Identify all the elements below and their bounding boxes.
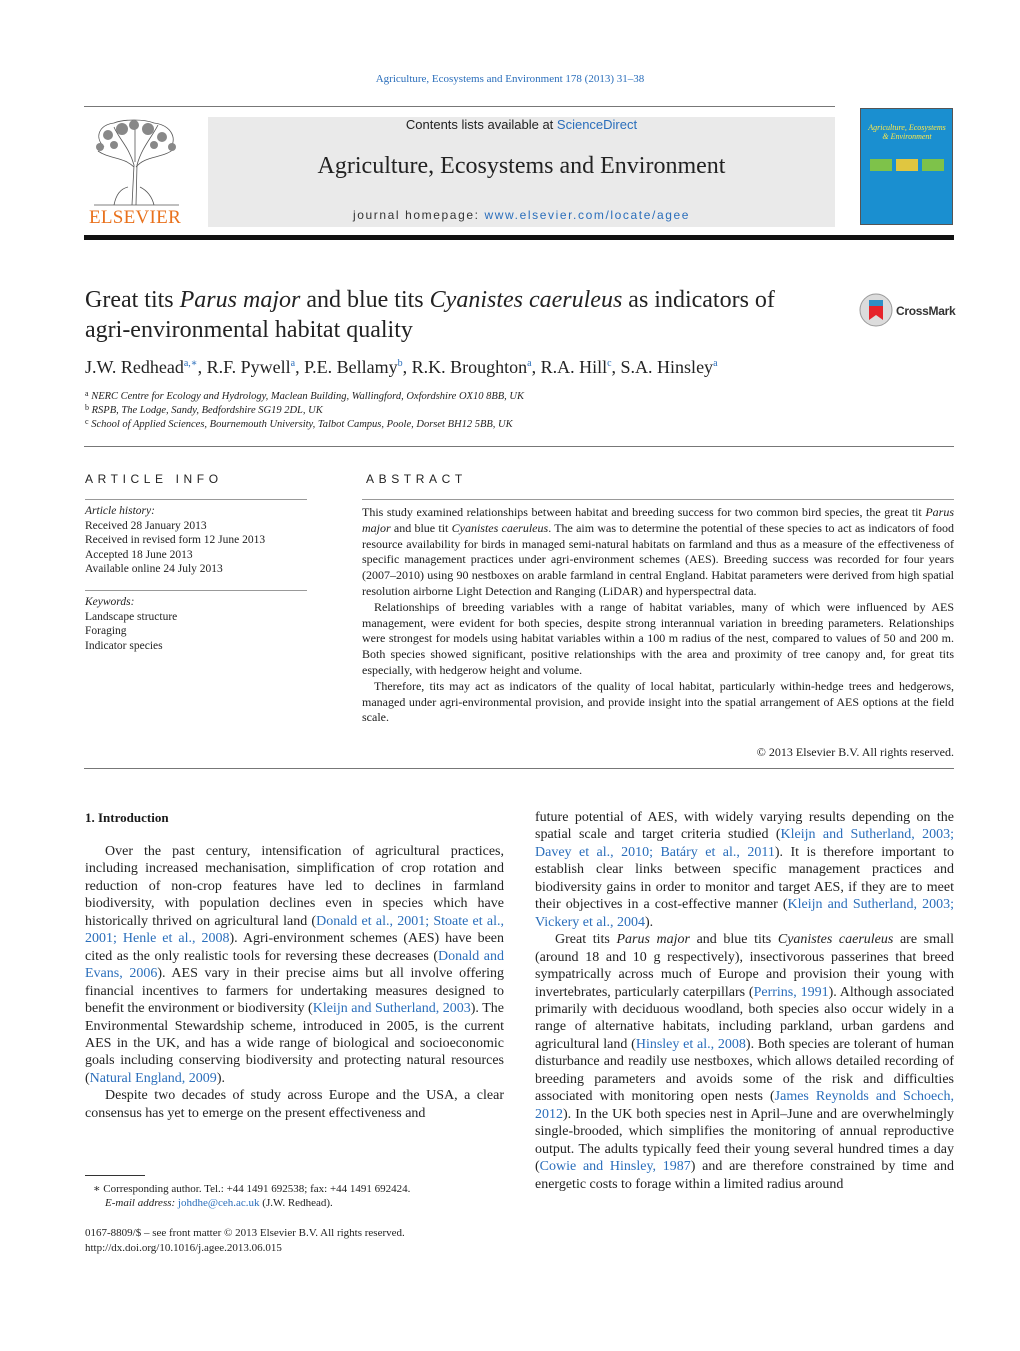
citation-link[interactable]: Perrins, 1991 bbox=[753, 984, 829, 1000]
history-label: Article history: bbox=[85, 505, 155, 517]
citation-link[interactable]: James Reynolds and Schoech, 2012 bbox=[535, 1089, 954, 1122]
citation-link[interactable]: Kleijn and Sutherland, 2003; Davey et al., 2010; Batáry et al., 2011 bbox=[535, 827, 954, 860]
abstract-rule bbox=[362, 499, 954, 500]
affiliation: $^b$ RSPB, The Lodge, Sandy, Bedfordshire SG19 2DL, UK bbox=[85, 403, 323, 416]
body-paragraph: Over the past century, intensification of agricultural practices, including increased mechanisation, simplification of crop rotation and reduction of non-crop features have led to declines in farmland biodiversity, with population declines even in species which have historically thrived on agricultural land (Donald et al., 2001; Stoate et al., 2001; Henle et al., 2008). Agri-environment schemes (AES) have been cited as the only realistic tools for reversing these decreases (Donald and Evans, 2006). AES vary in their precise aims but all involve offering financial incentives to farmers for undertaking measures designed to benefit the environment or biodiversity (Kleijn and Sutherland, 2003). The Environmental Stewardship scheme, introduced in 2005, is the current AES in the UK, and has a wide range of biological and socioeconomic goals including conserving biodiversity and protecting natural resources (Natural England, 2009). bbox=[85, 844, 504, 1086]
article-info-heading: ARTICLE INFO bbox=[85, 472, 223, 486]
citation-link[interactable]: Kleijn and Sutherland, 2003 bbox=[312, 1001, 471, 1017]
keywords-label: Keywords: bbox=[85, 596, 135, 608]
keyword: Foraging bbox=[85, 625, 127, 638]
keywords-rule bbox=[85, 590, 307, 591]
contents-line bbox=[208, 117, 835, 132]
cover-thumbnails-icon bbox=[868, 158, 946, 170]
author-affiliation-mark[interactable]: a bbox=[527, 358, 532, 369]
crossmark-label: CrossMark bbox=[896, 304, 956, 318]
footnote-rule bbox=[85, 1175, 145, 1176]
author-affiliation-mark[interactable]: b bbox=[397, 358, 403, 369]
abstract-body bbox=[362, 505, 954, 726]
author-name[interactable]: S.A. Hinsley bbox=[620, 357, 714, 377]
author-name[interactable]: J.W. Redhead bbox=[85, 357, 184, 377]
author-affiliation-mark[interactable]: c bbox=[607, 358, 612, 369]
abstract-copyright: © 2013 Elsevier B.V. All rights reserved. bbox=[756, 745, 954, 759]
history-item: Available online 24 July 2013 bbox=[85, 563, 223, 576]
email-note: E-mail address: johdhe@ceh.ac.uk (J.W. Redhead). bbox=[105, 1197, 333, 1209]
doi-link[interactable]: http://dx.doi.org/10.1016/j.agee.2013.06.015 bbox=[85, 1242, 282, 1254]
abstract-paragraph: Relationships of breeding variables with a range of habitat variables, many of which were influenced by AES management, were evident for both species, despite strong interannual variation in breeding parameters. Relationships were strongest for models using habitat variables within a 100 m radius of the nest, compared to values of 50 and 200 m. Both species showed significant, positive relationships with the area and proximity of tree canopy and, for great tits especially, with hedgerow height and volume. bbox=[362, 599, 954, 677]
body-column-left bbox=[85, 843, 504, 1122]
citation-link[interactable]: Donald and Evans, 2006 bbox=[85, 948, 504, 982]
abstract-end-rule bbox=[84, 768, 954, 769]
author-affiliation-mark[interactable]: a bbox=[290, 358, 296, 369]
keyword: Landscape structure bbox=[85, 610, 178, 623]
abstract-paragraph: Therefore, tits may act as indicators of the quality of local habitat, particularly within-hedge trees and hedgerows, managed under agri-environmental provision, and provide insight into the spatial arrangement of AES options at the field scale. bbox=[362, 678, 954, 725]
homepage-prefix: journal homepage: bbox=[352, 208, 485, 222]
body-paragraph: Despite two decades of study across Europe and the USA, a clear consensus has yet to emerge on the present effectiveness and bbox=[85, 1088, 504, 1121]
section-heading-introduction: 1. Introduction bbox=[85, 810, 169, 825]
header-rule bbox=[84, 106, 835, 107]
email-label: E-mail address: bbox=[105, 1197, 178, 1209]
article-info-rule bbox=[85, 499, 307, 500]
author-name[interactable]: P.E. Bellamy bbox=[304, 357, 398, 377]
author-affiliation-mark[interactable]: a,∗ bbox=[183, 358, 198, 369]
citation-link[interactable]: Cowie and Hinsley, 1987 bbox=[539, 1159, 691, 1175]
sciencedirect-link[interactable]: ScienceDirect bbox=[556, 117, 638, 132]
article-history bbox=[85, 504, 307, 577]
homepage-link[interactable]: www.elsevier.com/locate/agee bbox=[484, 208, 691, 222]
contents-prefix: Contents lists available at bbox=[405, 117, 557, 132]
corresponding-author-note: ∗ Corresponding author. Tel.: +44 1491 692538; fax: +44 1491 692424. bbox=[93, 1183, 411, 1195]
body-column-right bbox=[535, 809, 954, 1193]
cover-title: Agriculture, Ecosystems & Environment bbox=[868, 123, 946, 141]
article-title: Great tits Parus major and blue tits Cyanistes caeruleus as indicators of agri-environmental habitat quality bbox=[85, 287, 775, 343]
affiliation-rule bbox=[84, 446, 954, 447]
author-name[interactable]: R.A. Hill bbox=[540, 357, 608, 377]
affiliation: $^c$ School of Applied Sciences, Bournemouth University, Talbot Campus, Poole, Dorset BH12 5BB, UK bbox=[85, 417, 513, 430]
history-item: Accepted 18 June 2013 bbox=[85, 548, 193, 561]
body-paragraph: future potential of AES, with widely varying results depending on the spatial scale and target criteria studied (Kleijn and Sutherland, 2003; Davey et al., 2010; Batáry et al., 2011). It is therefore important to establish clear links between specific management practices and biodiversity gains in order to monitor and target AES, if they are to meet their objectives in a cost-effective manner (Kleijn and Sutherland, 2003; Vickery et al., 2004). bbox=[535, 810, 954, 930]
author-email-link[interactable]: johdhe@ceh.ac.uk bbox=[177, 1197, 260, 1209]
author-name[interactable]: R.F. Pywell bbox=[206, 357, 291, 377]
history-item: Received in revised form 12 June 2013 bbox=[85, 534, 266, 547]
author-name[interactable]: R.K. Broughton bbox=[411, 357, 528, 377]
citation-link[interactable]: Hinsley et al., 2008 bbox=[635, 1036, 746, 1052]
author-affiliation-mark[interactable]: a bbox=[713, 358, 718, 369]
issn-line: 0167-8809/$ – see front matter © 2013 Elsevier B.V. All rights reserved. bbox=[85, 1227, 405, 1239]
affiliation: $^a$ NERC Centre for Ecology and Hydrology, Maclean Building, Wallingford, Oxfordshire OX10 8BB, UK bbox=[85, 389, 524, 402]
abstract-paragraph: This study examined relationships between habitat and breeding success for two common bird species, the great tit Parus major and blue tit Cyanistes caeruleus. The aim was to determine the potential of these species to act as indicators of food resource availability for birds in managed semi-natural habitats on farmland and thus as a measure of the effectiveness of specific management practices under agri-environment schemes (AES). Breeding success was recorded for four years (2007–2010) using 90 nestboxes on arable farmland in central England. Habitat parameters were derived from high spatial resolution airborne Light Detection and Ranging (LiDAR) and hyperspectral data. bbox=[362, 505, 954, 598]
journal-citation[interactable]: Agriculture, Ecosystems and Environment 178 (2013) 31–38 bbox=[375, 73, 645, 85]
body-paragraph: Great tits Parus major and blue tits Cyanistes caeruleus are small (around 18 and 10 g respectively), insectivorous passerines that breed sympatrically across much of Europe and provision their young with invertebrates, particularly caterpillars (Perrins, 1991). Although associated primarily with deciduous woodland, both species also occur widely in a range of alternative habitats, including parkland, urban gardens and agricultural land (Hinsley et al., 2008). Both species are tolerant of human disturbance and readily use nestboxes, which allows detailed recording of breeding parameters and avoids some of the risk and difficulties associated with monitoring open nests (James Reynolds and Schoech, 2012). In the UK both species nest in April–June and are overwhelmingly single-brooded, which simplifies the monitoring of annual reproductive output. The adults typically feed their young several hundred times a day (Cowie and Hinsley, 1987) and are therefore constrained by time and energetic costs to forage within a limited radius around bbox=[535, 932, 955, 1192]
header-thick-rule bbox=[84, 235, 954, 240]
citation-link[interactable]: Kleijn and Sutherland, 2003; Vickery et al., 2004 bbox=[535, 897, 954, 930]
keyword: Indicator species bbox=[85, 639, 163, 652]
citation-link[interactable]: Donald et al., 2001; Stoate et al., 2001; Henle et al., 2008 bbox=[85, 913, 504, 947]
publisher-wordmark: ELSEVIER bbox=[88, 207, 182, 228]
author-list: J.W. Redhead$^{a,∗}$, R.F. Pywell$^a$, P.E. Bellamy$^b$, R.K. Broughton$^a$, R.A. Hill$^c$, S.A. Hinsley$^a$ bbox=[85, 357, 718, 377]
citation-link[interactable]: Natural England, 2009 bbox=[89, 1070, 217, 1086]
history-item: Received 28 January 2013 bbox=[85, 519, 207, 532]
abstract-heading: ABSTRACT bbox=[366, 472, 467, 486]
crossmark-icon bbox=[858, 292, 894, 328]
journal-homepage bbox=[208, 208, 835, 222]
keywords bbox=[85, 595, 307, 653]
journal-name: Agriculture, Ecosystems and Environment bbox=[317, 153, 726, 179]
